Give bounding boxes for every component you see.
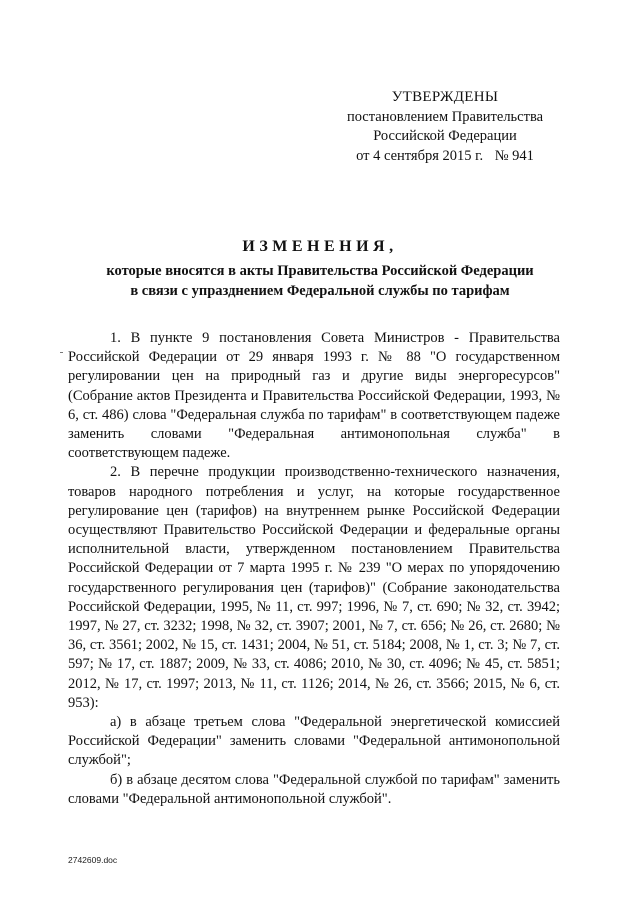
approval-date: от 4 сентября 2015 г. — [356, 147, 484, 164]
document-title-block — [60, 236, 580, 301]
paragraph-2: 2. В перечне продукции производственно-технического назначения, товаров народного потребления и услуг, на которые государственное регулирование цен (тарифов) на внутреннем рынке Российской Федерации осуществляют Правительство Российской Федерации и федеральные органы исполнительной власти, утвержденном постановлением Правительства Российской Федерации от 7 марта 1995 г. № 239 "О мерах по упорядочению государственного регулирования цен (тарифов)" (Собрание законодательства Российской Федерации, 1995, № 11, ст. 997; 1996, № 7, ст. 690; № 32, ст. 3942; 1997, № 27, ст. 3232; 1998, № 32, ст. 3907; 2001, № 7, ст. 656; № 26, ст. 2680; № 36, ст. 3561; 2002, № 15, ст. 1431; 2004, № 51, ст. 5184; 2008, № 1, ст. 3; № 7, ст. 597; № 17, ст. 1887; 2009, № 33, ст. 4086; 2010, № 30, ст. 4096; № 45, ст. 5851; 2012, № 17, ст. 1997; 2013, № 11, ст. 1126; 2014, № 26, ст. 3566; 2015, № 6, ст. 953): — [68, 464, 560, 711]
paragraph-1: 1. В пункте 9 постановления Совета Министров - Правительства Российской Федерации от 29 января 1993 г. № 88 "О государственном регулировании цен на природный газ и другие виды энергоресурсов" (Собрание актов Президента и Правительства Российской Федерации, 1993, № 6, ст. 486) слова "Федеральная служба по тарифам" в соответствующем падеже заменить словами "Федеральная антимонопольная служба" в соответствующем падеже. — [68, 330, 560, 462]
approval-date-line — [340, 147, 550, 167]
approval-heading: УТВЕРЖДЕНЫ — [391, 89, 499, 105]
paragraph-2-item-b: б) в абзаце десятом слова "Федеральной службой по тарифам" заменить словами "Федеральной антимонопольной службой". — [68, 771, 560, 807]
approval-line-1: постановлением Правительства — [346, 108, 544, 125]
approval-line-2: Российской Федерации — [373, 128, 517, 144]
margin-mark — [60, 352, 63, 353]
approval-number: 941 — [512, 147, 534, 164]
approval-number-sign: № — [494, 147, 509, 164]
file-reference: 2742609.doc — [68, 855, 118, 865]
document-title: ИЗМЕНЕНИЯ, — [242, 238, 398, 255]
paragraph-2-item-a: а) в абзаце третьем слова "Федеральной энергетической комиссией Российской Федерации" заменить словами "Федеральной антимонопольной службой"; — [68, 714, 560, 769]
approval-block — [340, 88, 550, 166]
document-subtitle — [60, 262, 580, 301]
document-subtitle-line-1: которые вносятся в акты Правительства Российской Федерации — [106, 263, 534, 279]
document-body — [68, 329, 560, 809]
document-subtitle-line-2: в связи с упразднением Федеральной службы по тарифам — [130, 282, 510, 299]
